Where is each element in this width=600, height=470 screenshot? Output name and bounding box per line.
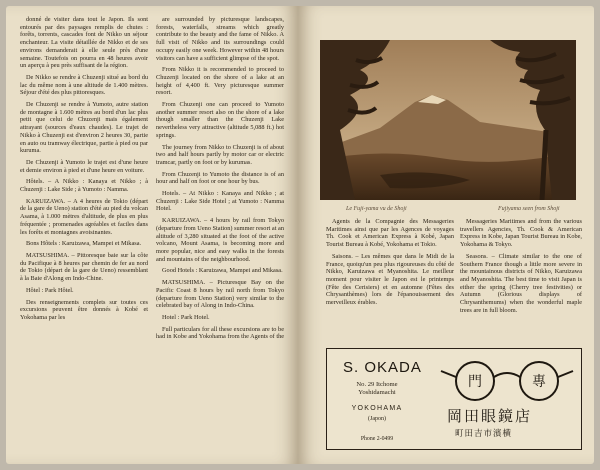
- english-column-left: [156, 16, 284, 345]
- paragraph: From Chuzenji one can proceed to Yumoto another summer resort also on the shore of a lake though smaller than the Chuzenji Lake nevertheless very attractive (altitude 5,088 ft.) hot springs.: [156, 101, 284, 139]
- fujiyama-photo: [320, 40, 576, 200]
- paragraph: Hotels. – At Nikko : Kanaya and Nikko ; at Chuzenji : Lake Side Hotel ; at Yumoto : Namma Hotel.: [156, 190, 284, 213]
- paragraph: Bons Hôtels : Karuizawa, Mampei et Mikasa.: [26, 240, 142, 248]
- ad-city: YOKOHAMA: [351, 405, 403, 412]
- left-page: [6, 6, 298, 464]
- ad-company-name: S. OKADA: [343, 359, 422, 376]
- okada-advertisement: [326, 348, 582, 450]
- paragraph: Hôtel : Park Hôtel.: [26, 286, 74, 294]
- english-column-right: [460, 218, 582, 318]
- ad-address-line2: Yoshidamachi: [358, 389, 396, 396]
- paragraph: Full particulars for all these excursions are to be had in Kobe and Yokohama from the Agents of the: [156, 325, 285, 341]
- paragraph: Good Hotels : Karuizawa, Mampei and Mikasa.: [162, 267, 283, 275]
- paragraph: From Chuzenji to Yumoto the distance is of an hour and half on foot or one hour by bus.: [156, 170, 284, 186]
- ad-phone: Phone 2-0499: [360, 436, 394, 442]
- ad-address-line1: No. 29 Itchome: [356, 381, 398, 388]
- paragraph: De Nikko se rendre à Chuzenji situé au bord du lac du même nom à une altitude de 1.400 mètres. Séjour d'été des plus pittoresques.: [20, 73, 148, 97]
- paragraph: KARUIZAWA. – A 4 heures de Tokio (départ de la gare de Ueno) station d'été au pied du volcan Asama, à 1.000 mètres d'altitude, de plus en plus fréquentée ; promenades agréables et faciles dans les forêts et montagnes avoisinantes.: [20, 197, 148, 236]
- paragraph: Saisons. – Les mêmes que dans le Midi de la France, quoiqu'un peu plus rigoureuses du côté de Nikko, Karuizawa et Myanoshita. Le meilleur moment pour visiter le Japon est le printemps (Fête des Cerisiers) et en automne (Fêtes des Chrysanthèmes) lors de l'épanouissement des merveilleux érables.: [326, 252, 454, 307]
- paragraph: are surrounded by picturesque landscapes, forests, waterfalls, streams which greatly contribute to the beauty and the fame of Nikko. A full visit of Nikko and its surroundings could occupy easily one week. However within 48 hours visitors can have a sufficient glimpse of the spot.: [156, 16, 284, 62]
- glasses-right-char: 專: [532, 374, 546, 390]
- paragraph: Messageries Maritimes and from the various travellers Agencies, Th. Cook & American Express in Kobe, Japan Tourist Bureau in Kobe, Yokohama & Tokyo.: [460, 218, 582, 249]
- right-page: [298, 6, 594, 464]
- paragraph: Seasons. – Climate similar to the one of Southern France though a little more severe in the mountainous districts of Nikko, Karuizawa and Myanoshita. The best time to visit Japan is either the spring (Cherry tree festivities) or Autumn (Glorious displays of Chrysanthemums) when the wonderful maple trees are in full bloom.: [460, 252, 582, 314]
- glasses-left-char: 門: [468, 374, 482, 390]
- french-column-left: [20, 16, 148, 326]
- paragraph: Agents de la Compagnie des Messageries Maritimes ainsi que par les Agences de voyages Th. Cook et American Express à Kobé, Japan Tourist Bureau à Kobé, Yokohama et Tokio.: [326, 218, 454, 249]
- ad-japanese-sign: 岡田眼鏡店: [447, 407, 533, 425]
- photo-caption-french: Le Fuji-yama vu de Shoji: [346, 206, 407, 212]
- paragraph: donné de visiter dans tout le Japon. Ils sont entourés par des paysages remplis de chutes : forêts, torrents, cascades font de Nikko un séjour enchanteur. La visite détaillée de Nikko et de ses environs demanderait à elle seule près d'une semaine. Toutefois on pourra en 48 heures avoir un aperçu à peu près suffisant de la région.: [20, 16, 148, 70]
- paragraph: Hôtels. – A Nikko : Kanaya et Nikko ; à Chuzenji : Lake Side ; à Yumoto : Namma.: [20, 178, 148, 194]
- ad-country: (Japon): [368, 416, 386, 422]
- paragraph: From Nikko it is recommended to proceed to Chuzenji located on the shore of a lake at an height of 4,400 ft. Very picturesque summer resort.: [156, 66, 284, 97]
- paragraph: KARUIZAWA. – 4 hours by rail from Tokyo (departure from Ueno Station) summer resort at an altitude of 3,280 situated at the foot of the active volcano, Mount Asama, is becoming more and more popular, nice and easy walks in the forests and mountains of the neighbourhood.: [156, 217, 284, 263]
- paragraph: MATSUSHIMA. – Pittoresque baie sur la côte du Pacifique à 8 heures par chemin de fer au nord de Tokio (départ de la gare de Ueno) ressemblant à la Baie d'Along en Indo-Chine.: [20, 251, 148, 283]
- paragraph: The journey from Nikko to Chuzenji is of about two and half hours partly by motor car or electric tramcar, partly on foot or by kurumas.: [156, 143, 284, 166]
- paragraph: De Chuzenji à Yumoto le trajet est d'une heure et demie environ à pied et d'une heure en voiture.: [20, 158, 148, 174]
- eyeglasses-icon: [437, 355, 577, 405]
- paragraph: MATSUSHIMA. – Picturesque Bay on the Pacific Coast 8 hours by rail north from Tokyo (departure from Ueno Station) very similar to the celebrated bay of Along in Indo-China.: [156, 279, 284, 310]
- photo-caption-english: Fujiyama seen from Shoji: [498, 206, 560, 212]
- paragraph: Hotel : Park Hotel.: [162, 313, 210, 321]
- paragraph: De Chuzenji se rendre à Yumoto, autre station de montagne à 1.600 mètres au bord d'un lac plus petit que celui de Chuzenji mais également attrayant (sources d'eaux chaudes). Le trajet de Nikko à Chuzenji est d'environ 2 heures 30, partie en auto ou tramway électrique, partie à pied ou par kuruma.: [20, 101, 148, 155]
- french-column-right: [326, 218, 454, 311]
- paragraph: Des renseignements complets sur toutes ces excursions peuvent être donnés à Kobé et Yokohama par les: [20, 298, 148, 321]
- ad-japanese-address: 町田吉市濱横: [455, 429, 513, 439]
